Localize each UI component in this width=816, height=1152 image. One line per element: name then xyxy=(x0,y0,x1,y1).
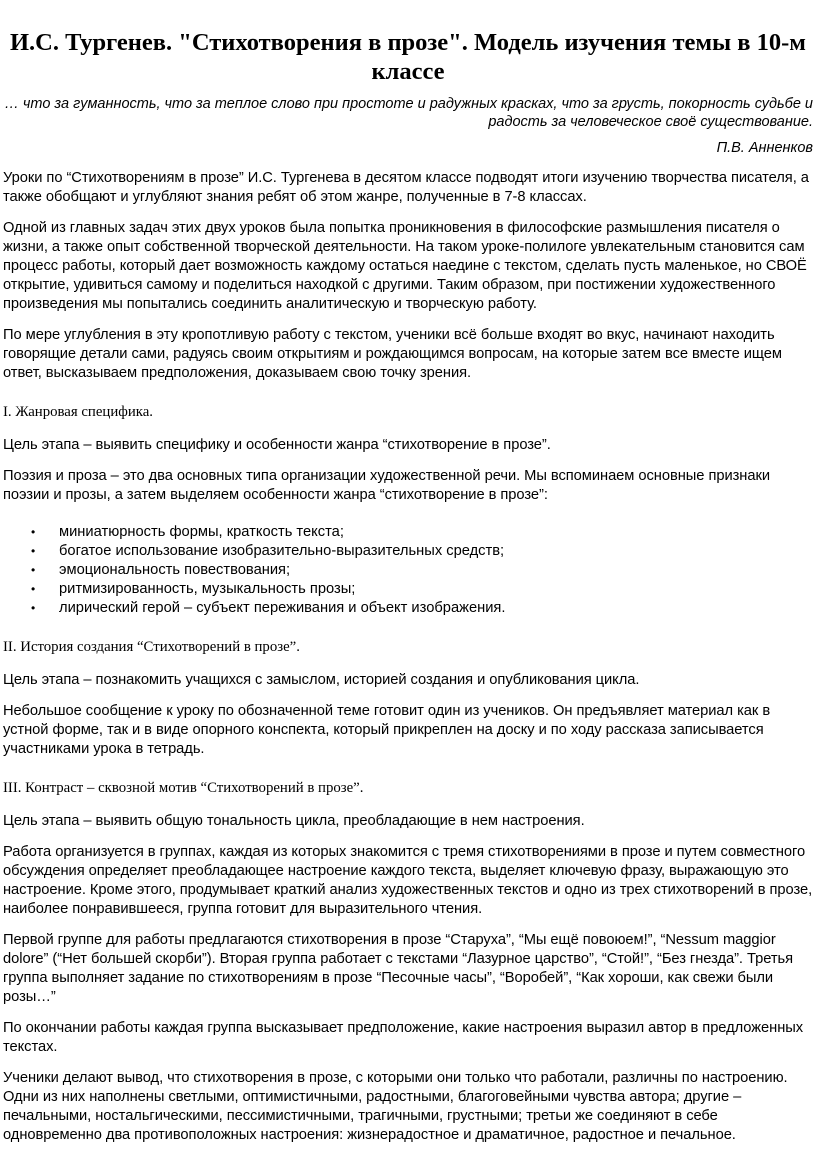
epigraph-text: … что за гуманность, что за теплое слово при простоте и радужных красках, что за грусть, покорность судьбе и радость за человеческое своё существование. xyxy=(4,96,813,130)
bullet-icon: • xyxy=(31,563,36,577)
section-3-paragraph-4: Ученики делают вывод, что стихотворения в прозе, с которыми они только что работали, различны по настроению. Одни из них наполнены светлыми, оптимистичными, радостными, благоговейными чувства автора; другие – печальными, ностальгическими, пессимистичными, трагичными, грустными; третьи же соединяют в себе одновременно два противоположных настроения: жизнерадостное и драматичное, радостное и печальное. xyxy=(3,1070,788,1143)
list-item: • богатое использование изобразительно-выразительных средств; xyxy=(31,543,505,559)
section-1-heading: I. Жанровая специфика. xyxy=(3,404,153,420)
epigraph-author: П.В. Анненков xyxy=(716,140,813,156)
section-3-paragraph-2: Первой группе для работы предлагаются стихотворения в прозе “Старуха”, “Мы ещё повоюем!”, “Nessum maggior dolore” (“Нет большей скорби”). Вторая группа работает с текстами “Лазурное царство”, “Стой!”, “Без гнезда”. Третья группа выполняет задание по стихотворениям в прозе “Песочные часы”, “Воробей”, “Как хороши, как свежи были розы…” xyxy=(3,932,794,1005)
section-3-paragraph-3: По окончании работы каждая группа высказывает предположение, какие настроения выразил автор в предложенных текстах. xyxy=(3,1020,804,1055)
section-3-goal: Цель этапа – выявить общую тональность цикла, преобладающие в нем настроения. xyxy=(3,813,585,829)
intro-paragraph-1: Уроки по “Стихотворениям в прозе” И.С. Тургенева в десятом классе подводят итоги изучению творчества писателя, а также обобщают и углубляют знания ребят об этом жанре, полученные в 7-8 классах. xyxy=(3,170,809,205)
bullet-icon: • xyxy=(31,544,36,558)
list-item: • миниатюрность формы, краткость текста; xyxy=(31,524,344,540)
list-item: • ритмизированность, музыкальность прозы; xyxy=(31,581,356,597)
page-title: И.С. Тургенев. "Стихотворения в прозе". Модель изучения темы в 10-м классе xyxy=(9,29,806,85)
section-3-heading: III. Контраст – сквозной мотив “Стихотворений в прозе”. xyxy=(3,780,364,796)
bullet-icon: • xyxy=(31,601,36,615)
bullet-icon: • xyxy=(31,525,36,539)
list-item: • лирический герой – субъект переживания и объект изображения. xyxy=(31,600,506,616)
section-2-text: Небольшое сообщение к уроку по обозначенной теме готовит один из учеников. Он предъявляет материал как в устной форме, так и в виде опорного конспекта, который прикреплен на доску и по ходу рассказа записывается участниками урока в тетрадь. xyxy=(3,703,771,757)
section-1-text: Поэзия и проза – это два основных типа организации художественной речи. Мы вспоминаем основные признаки поэзии и прозы, а затем выделяем особенности жанра “стихотворение в прозе”: xyxy=(3,468,771,503)
genre-features-list xyxy=(3,523,813,618)
intro-paragraph-2: Одной из главных задач этих двух уроков была попытка проникновения в философские размышления писателя о жизни, а также опыт собственной творческой деятельности. На таком уроке-полилоге увлекательным становится сам процесс работы, который дает возможность каждому остаться наедине с текстом, сделать пусть маленькое, но СВОЁ открытие, удивиться самому и поделиться находкой с другими. Таким образом, при постижении художественного произведения мы попытались соединить аналитическую и творческую работу. xyxy=(3,220,807,312)
section-2-heading: II. История создания “Стихотворений в прозе”. xyxy=(3,639,300,655)
section-1-goal: Цель этапа – выявить специфику и особенности жанра “стихотворение в прозе”. xyxy=(3,437,551,453)
bullet-icon: • xyxy=(31,582,36,596)
list-item: • эмоциональность повествования; xyxy=(31,562,291,578)
section-2-goal: Цель этапа – познакомить учащихся с замыслом, историей создания и опубликования цикла. xyxy=(3,672,640,688)
intro-paragraph-3: По мере углубления в эту кропотливую работу с текстом, ученики всё больше входят во вкус, начинают находить говорящие детали сами, радуясь своим открытиям и рождающимся вопросам, на которые затем все вместе ищем ответ, высказываем предположения, доказываем свою точку зрения. xyxy=(3,327,782,381)
section-3-paragraph-1: Работа организуется в группах, каждая из которых знакомится с тремя стихотворениями в прозе и путем совместного обсуждения определяет преобладающее настроение каждого текста, выделяет ключевую фразу, выражающую это настроение. Кроме этого, продумывает краткий анализ художественных текстов и одно из трех стихотворений в прозе, наиболее понравившееся, группа готовит для выразительного чтения. xyxy=(3,844,813,917)
